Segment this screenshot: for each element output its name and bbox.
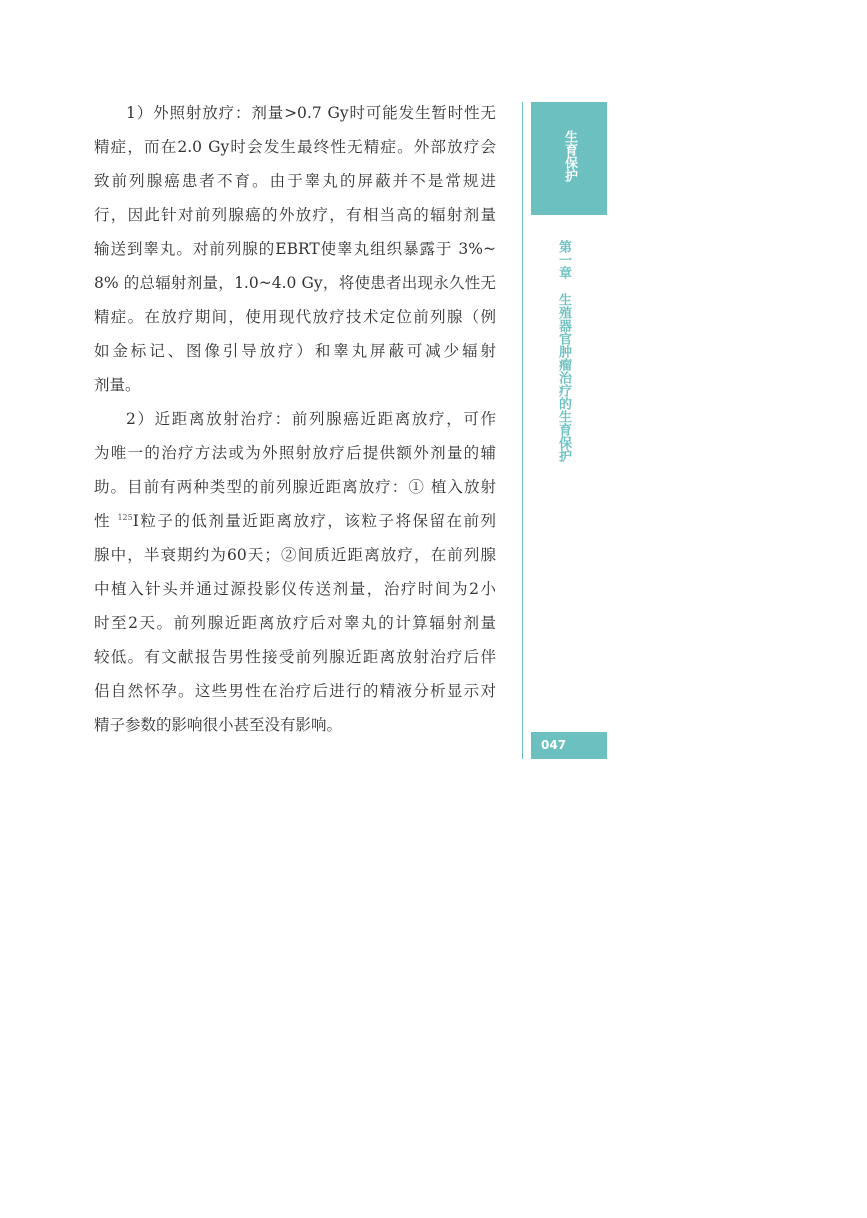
text-line: 致前列腺癌患者不育。由于睾丸的屏蔽并不是常规进 (94, 172, 496, 190)
text-line: 如金标记、图像引导放疗）和睾丸屏蔽可减少辐射 (94, 342, 496, 360)
section-tab (531, 102, 607, 215)
text-line: 侣自然怀孕。这些男性在治疗后进行的精液分析显示对 (94, 682, 496, 700)
text-line: 1）外照射放疗：剂量>0.7 Gy时可能发生暂时性无 (126, 104, 496, 122)
text-line: 2）近距离放射治疗：前列腺癌近距离放疗，可作 (126, 410, 496, 428)
text-line: 精症。在放疗期间，使用现代放疗技术定位前列腺（例 (94, 308, 496, 326)
text-line: 行，因此针对前列腺癌的外放疗，有相当高的辐射剂量 (94, 206, 496, 224)
line-prefix: 性 (94, 512, 112, 530)
chapter-title: 生殖器官肿瘤治疗的生育保护 (556, 293, 571, 462)
text-line: 腺中，半衰期约为60天；②间质近距离放疗，在前列腺 (94, 546, 496, 564)
isotope-mass-number: 125 (117, 513, 133, 522)
margin-divider (522, 102, 523, 759)
chapter-heading (531, 240, 595, 462)
text-line: 剂量。 (94, 376, 141, 394)
text-line: 精症，而在2.0 Gy时会发生最终性无精症。外部放疗会 (94, 138, 496, 156)
page-number-box (531, 732, 607, 759)
text-line: 输送到睾丸。对前列腺的EBRT使睾丸组织暴露于 3%~ (94, 240, 496, 258)
text-line: 助。目前有两种类型的前列腺近距离放疗：① 植入放射 (94, 478, 496, 496)
text-line: 较低。有文献报告男性接受前列腺近距离放射治疗后伴 (94, 648, 496, 666)
text-line: 中植入针头并通过源投影仪传送剂量，治疗时间为2小 (94, 580, 496, 598)
section-tab-label: 生育保护 (562, 130, 577, 182)
line-rest: I粒子的低剂量近距离放疗，该粒子将保留在前列 (132, 512, 496, 530)
text-line-isotope (94, 504, 496, 538)
text-line: 时至2天。前列腺近距离放疗后对睾丸的计算辐射剂量 (94, 614, 496, 632)
chapter-label: 第一章 (556, 240, 571, 279)
text-line: 精子参数的影响很小甚至没有影响。 (94, 716, 343, 734)
page-number: 047 (541, 738, 567, 752)
text-line: 为唯一的治疗方法或为外照射放疗后提供额外剂量的辅 (94, 444, 496, 462)
body-text (94, 96, 496, 742)
text-line: 8% 的总辐射剂量，1.0~4.0 Gy，将使患者出现永久性无 (94, 274, 496, 292)
